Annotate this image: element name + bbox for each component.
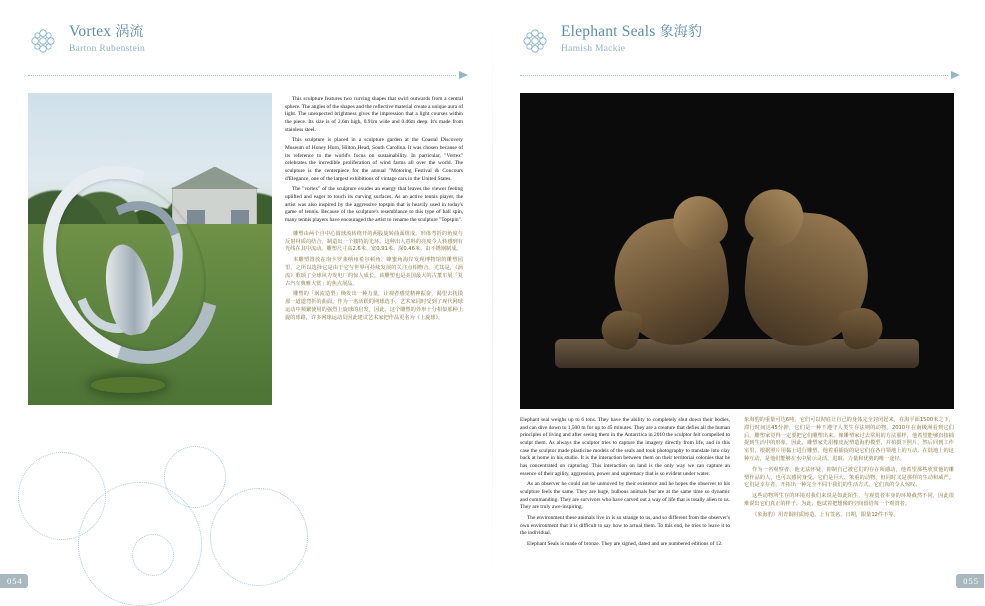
right-text-en: [520, 417, 730, 552]
paragraph: 象海豹的重量可达6吨。它们可以彻底让自己的身体完全封闭起来，在海平面1500米之下，滞行时间达45分钟，它们是一种不遵守人类生存法则的动物。2010年在南极洲看到它们后，雕塑家觉得一定要把它们雕塑出来。像雕塑家过去常用的方法那样，他希望能够直接捕捉到生活中的形象，因此，雕塑家先用橡皮泥塑造海豹模型，并拍摄下照片，然后回到工作室里，根据照片用黏土进行雕塑。他着重捕捉的是它们在各自领地上的互动。在陆地上的这种互动，是他们能够在水中展示灵活、进取、力量和优势的唯一途径。: [744, 417, 954, 462]
paragraph: The environment these animals live in is so strange to us, and so different from the observer's own environment that it is difficult to say how to actual them. To this end, he tries to leave it to the individual.: [520, 515, 730, 537]
paragraph: 雕塑由两个自中心圆球流转绕开的两股旋转曲面组成。形体弯折的角度与反射材质的结合，制造出一个独特的光环。这种出人意料的亮度令人转感到有光线在其中流动。雕塑尺寸高2.6米、宽0.91米、深0.46米，由不锈钢制成。: [285, 230, 463, 253]
sculpture-shadow: [91, 377, 164, 393]
right-text-cn: [744, 417, 954, 523]
paragraph: The "vortex" of the sculpture exudes an energy that leaves the viewer feeling uplifted and eager to touch its curving surfaces. As an active tennis player, the artist was also inspired by the aggressive topspin that is heavily used in today's game of tennis. Because of the sculpture's resemblance to this type of ball spin, many tennis players have encouraged the artist to rename the sculpture "Topspin".: [285, 186, 463, 224]
photo-background: [520, 93, 954, 409]
paragraph: Elephant seal weighs up to 6 tons. They have the ability to completely shut down their bodies, and can dive down to 1,500 m for up to 45 minutes. They are a creature that defies all the human principles of living and after seeing them in the Antarctica in 2010 the sculptor felt compelled to sculpt them. As always the sculptor tries to capture the imagery directly from life, and in this case the sculptor made plasticine models of the seals and took photography to translate into clay back at home in his studio. It is the interaction between them on their territorial colonies that he has concentrated on capturing. This interaction on land is the only way we can capture an essence of their agility, aggression, power and supremacy that is so evident under water.: [520, 417, 730, 477]
photo-sculpture: [48, 162, 214, 368]
seal-figure-left: [609, 214, 734, 351]
paragraph: 本雕塑置放在南卡罗莱纳州希尔顿角、蜂蜜角海岸发现博物馆的雕塑园里。之所以选择它是由于它与世界可持续发展的关注点相吻合。尤其是，《涡流》歌颂了全球风力发电厂的惊人成长。该雕塑也是美国最大的古董车展「复古汽车典雅大赏」的焦点展品。: [285, 257, 463, 287]
page-number-left: 054: [0, 574, 28, 588]
arrow-right-icon: [951, 71, 960, 79]
paragraph: 这些动物所生存的环境对我们来说是如此陌生，与观赏者本身的环境截然不同，因此很难说出它们真正的样子。为此，他试着把想像的空间留给每一个观赏者。: [744, 493, 954, 507]
left-page-title: [69, 23, 145, 40]
decorative-circles: [14, 442, 314, 592]
seal-head: [738, 180, 811, 253]
left-title-cn: 涡流: [115, 24, 144, 40]
left-artist-name: Barton Rubenstein: [69, 44, 146, 55]
arrow-right-icon: [459, 71, 468, 79]
paragraph: 雕塑的「涡流造型」焕发出一种力量，让观者感觉精神振奋，渴望去抚摸那一道道弯折的曲面。作为一名活跃的网球选手，艺术家同时受到了现代网球运动中频繁使用的强烈上旋球的启发，因此，这个雕塑的外形十分相似那种上旋的球路，许多网球运动员因此建议艺术家把作品更名为《上旋球》。: [285, 291, 463, 321]
dotted-circle: [210, 488, 308, 586]
flower-medallion-icon: [520, 26, 550, 56]
flower-medallion-icon: [28, 26, 58, 56]
paragraph: 《象海豹》用青铜材质铸造。上有签名、日期，限量12件不等。: [752, 511, 899, 518]
left-title-block: [69, 22, 145, 54]
left-text-column: [285, 96, 463, 326]
dotted-line: [28, 75, 456, 76]
dotted-line: [520, 75, 948, 76]
right-title-block: [561, 22, 702, 54]
left-title-en: Vortex: [69, 23, 112, 40]
left-header-rule: [28, 71, 468, 80]
paragraph: This sculpture features two curving shapes that swirl outwards from a central sphere. The angles of the shapes and the reflective material create a unique aura of light. The unexpected brightness gives the impression that a light courses within the piece. Its size is of 2.6m high, 0.91m wide and 0.46m deep. It's made from stainless steel.: [285, 96, 463, 133]
right-artist-name: Hamish Mackie: [561, 44, 626, 55]
seal-figure-right: [740, 208, 873, 351]
right-page-header: [520, 22, 960, 74]
dotted-circle: [132, 534, 174, 576]
dotted-circle: [164, 446, 226, 508]
paragraph: Elephant Seals is made of bronze. They are signed, dated and are numbered editions of 12.: [527, 541, 723, 548]
right-title-en: Elephant Seals: [561, 23, 656, 40]
left-page-header: [28, 22, 468, 74]
right-page-title: [561, 23, 702, 40]
vortex-sculpture-photo: [28, 93, 272, 405]
seal-head: [666, 188, 735, 258]
elephant-seals-sculpture-photo: [520, 93, 954, 409]
right-title-cn: 象海豹: [659, 24, 703, 40]
left-text-cn: [285, 231, 463, 323]
paragraph: 作为一名观察者，他无法怀疑、抑制自己被它们的存在所感动，他希望那些欣赏他的雕塑作品的人，也可以感同身受。它们是巨大、笨重的动物，但同时又是那样的生动和威严。它们是幸存者，开拓出一种完全不同于我们的生活方式。它们真的令人惊叹。: [744, 466, 954, 489]
page-right: [492, 0, 984, 600]
page-left: [0, 0, 492, 600]
left-text-en: [285, 96, 463, 225]
paragraph: As an observer he could not be unmoved by their existence and he hopes the observer to his sculpture feels the same. They are huge, bulbous animals but are at the same time so dynamic and commanding. They are survivors who have carved out a way of life that is totally alien to us. They are truly awe-inspiring.: [520, 481, 730, 511]
paragraph: This sculpture is placed in a sculpture garden at the Coastal Discovery Museum of Honey Horn, Hilton Head, South Carolina. It was chosen because of its reference to the world's focus on sustainability. In particular, "Vortex" celebrates the incredible proliferation of wind farms all over the world. The sculpture is the centerpiece for the annual "Motoring Festival & Concours d'Elegance, one of the largest exhibitions of vintage cars in the United States.: [285, 137, 463, 182]
page-number-right: 055: [956, 574, 984, 588]
right-header-rule: [520, 71, 960, 80]
